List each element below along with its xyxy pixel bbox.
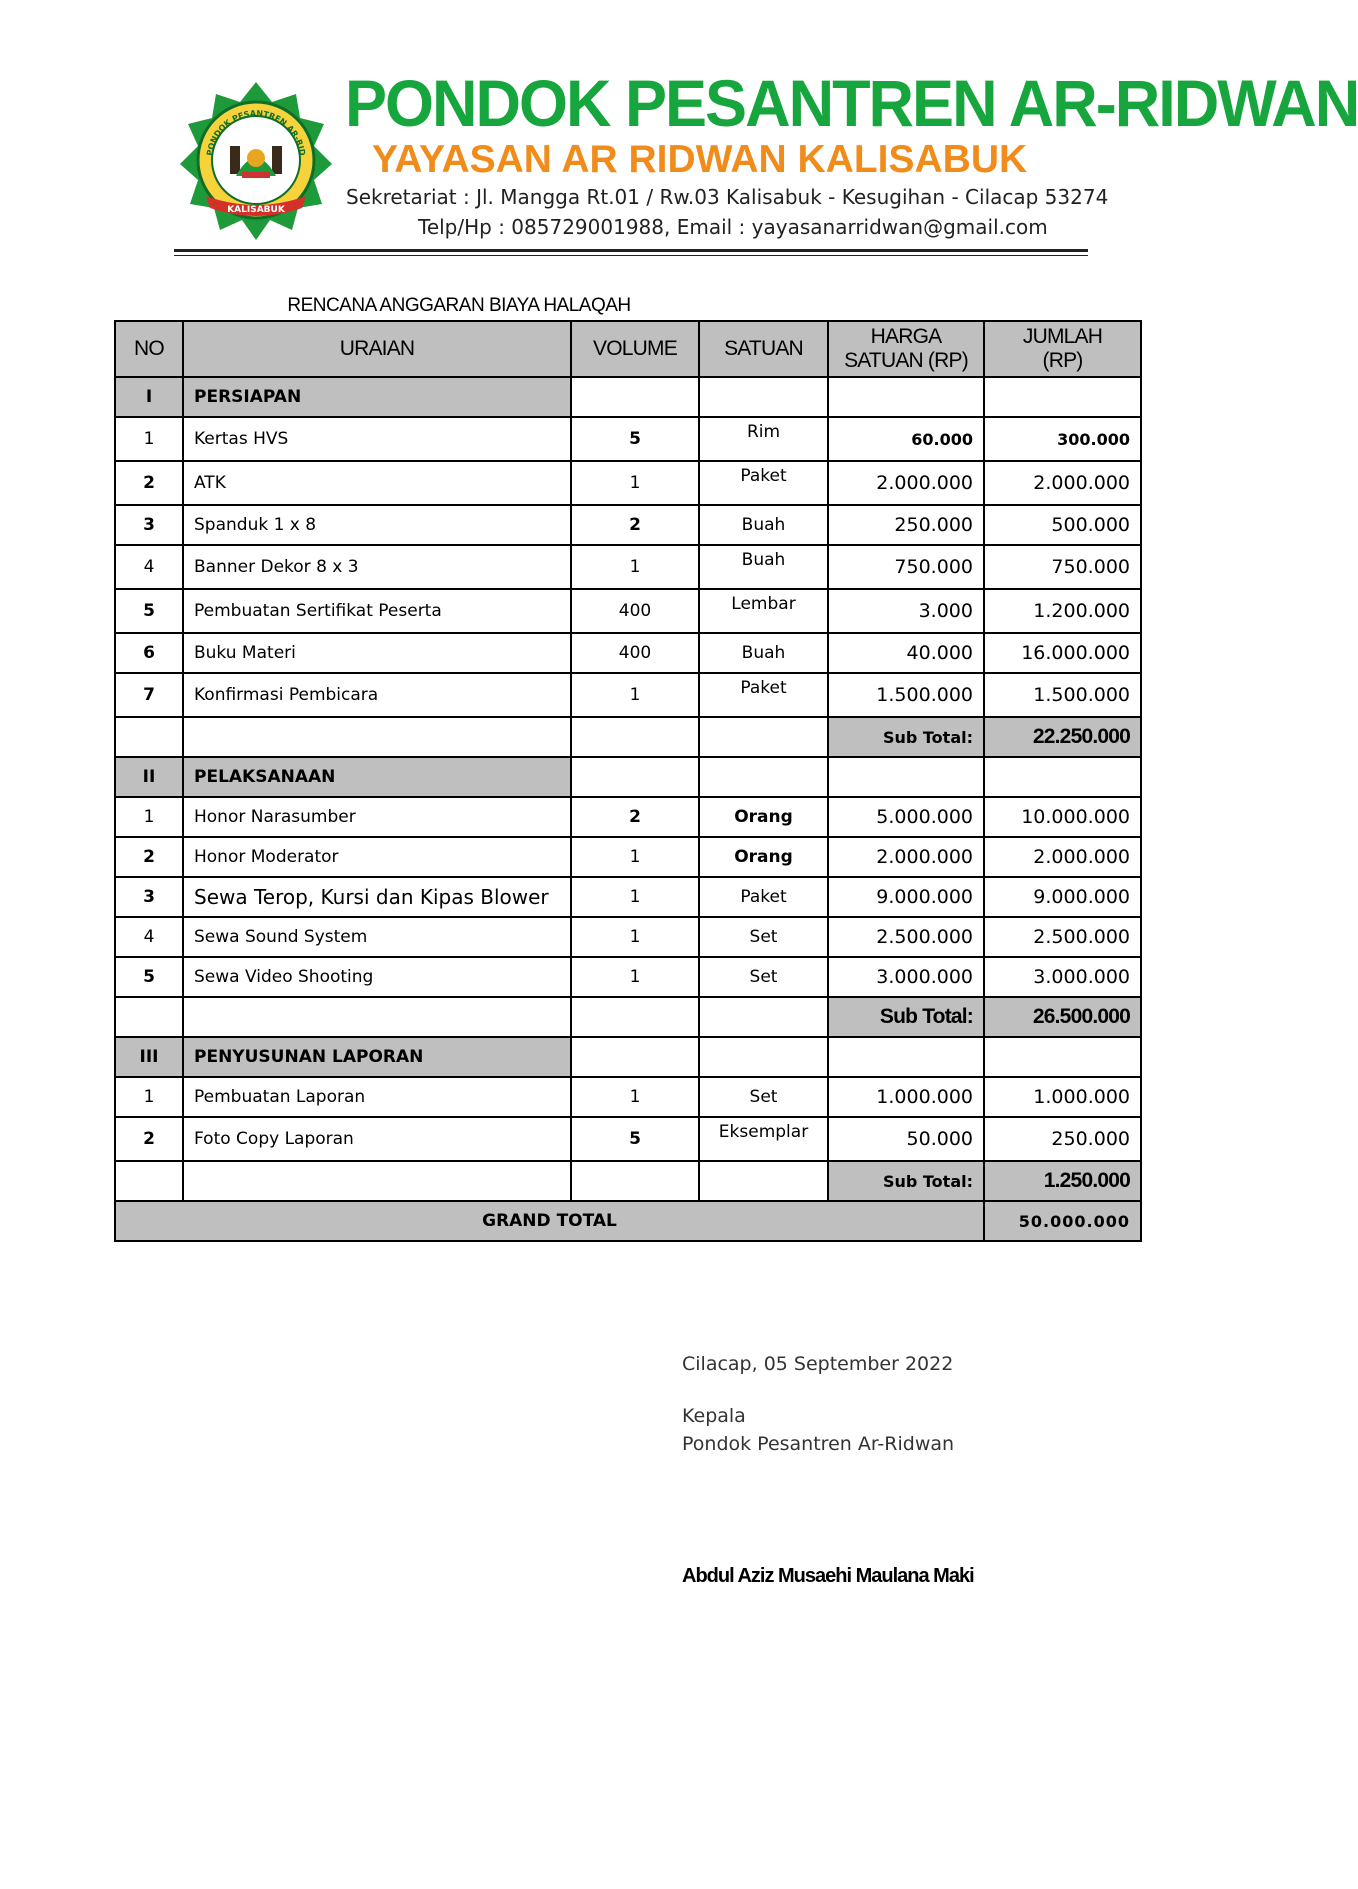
table-row: 1 Pembuatan Laporan 1 Set 1.000.000 1.000.000 — [115, 1077, 1141, 1117]
document-title: RENCANA ANGGARAN BIAYA HALAQAH — [287, 295, 631, 316]
header-unit-price: HARGA SATUAN (RP) — [828, 321, 984, 377]
letterhead-rule-thick — [174, 249, 1088, 252]
signatory-role: Kepala — [682, 1405, 746, 1427]
budget-table — [114, 320, 1142, 1242]
subtotal-row — [115, 997, 1141, 1037]
table-row: 4 Sewa Sound System 1 Set 2.500.000 2.500.000 — [115, 917, 1141, 957]
table-row: 5 Sewa Video Shooting 1 Set 3.000.000 3.000.000 — [115, 957, 1141, 997]
subtotal-value: 26.500.000 — [984, 997, 1141, 1037]
section-number: III — [115, 1037, 183, 1077]
header-unit: SATUAN — [699, 321, 828, 377]
section-row-penyusunan-laporan — [115, 1037, 1141, 1077]
svg-text:KALISABUK: KALISABUK — [227, 205, 285, 215]
place-and-date: Cilacap, 05 September 2022 — [682, 1353, 954, 1375]
subtotal-row — [115, 1161, 1141, 1201]
grand-total-label: GRAND TOTAL — [115, 1201, 984, 1241]
secretariat-address: Sekretariat : Jl. Mangga Rt.01 / Rw.03 Kalisabuk - Kesugihan - Cilacap 53274 — [346, 185, 1109, 209]
organization-name: PONDOK PESANTREN AR-RIDWAN — [345, 67, 1358, 141]
table-row: 5 Pembuatan Sertifikat Peserta 400 Lembar 3.000 1.200.000 — [115, 589, 1141, 633]
subtotal-row — [115, 717, 1141, 757]
grand-total-value: 50.000.000 — [984, 1201, 1141, 1241]
table-row: 2 ATK 1 Paket 2.000.000 2.000.000 — [115, 461, 1141, 505]
header-total: JUMLAH (RP) — [984, 321, 1141, 377]
subtotal-value: 1.250.000 — [984, 1161, 1141, 1201]
header-description: URAIAN — [183, 321, 571, 377]
svg-text:PONDOK PESANTREN AR-RIDWAN: PONDOK PESANTREN AR-RID — [205, 108, 307, 157]
section-number: II — [115, 757, 183, 797]
signatory-name: Abdul Aziz Musaehi Maulana Maki — [682, 1565, 974, 1587]
section-row-pelaksanaan — [115, 757, 1141, 797]
signatory-organization: Pondok Pesantren Ar-Ridwan — [682, 1433, 955, 1455]
table-row: 2 Foto Copy Laporan 5 Eksemplar 50.000 250.000 — [115, 1117, 1141, 1161]
table-row: 7 Konfirmasi Pembicara 1 Paket 1.500.000 1.500.000 — [115, 673, 1141, 717]
subtotal-label: Sub Total: — [828, 1161, 984, 1201]
subtotal-label: Sub Total: — [828, 997, 984, 1037]
subtotal-value: 22.250.000 — [984, 717, 1141, 757]
foundation-name: YAYASAN AR RIDWAN KALISABUK — [372, 138, 1028, 181]
section-row-persiapan — [115, 377, 1141, 417]
logo-emblem-icon — [172, 80, 340, 242]
table-row: 1 Honor Narasumber 2 Orang 5.000.000 10.000.000 — [115, 797, 1141, 837]
contact-info: Telp/Hp : 085729001988, Email : yayasanarridwan@gmail.com — [418, 215, 1048, 239]
section-title: PERSIAPAN — [183, 377, 571, 417]
section-title: PENYUSUNAN LAPORAN — [183, 1037, 571, 1077]
subtotal-label: Sub Total: — [828, 717, 984, 757]
section-title: PELAKSANAAN — [183, 757, 571, 797]
foundation-logo — [172, 80, 340, 242]
letterhead-rule-thin — [174, 255, 1088, 256]
section-number: I — [115, 377, 183, 417]
table-row: 3 Spanduk 1 x 8 2 Buah 250.000 500.000 — [115, 505, 1141, 545]
header-no: NO — [115, 321, 183, 377]
header-volume: VOLUME — [571, 321, 699, 377]
table-row: 2 Honor Moderator 1 Orang 2.000.000 2.000.000 — [115, 837, 1141, 877]
table-row: 4 Banner Dekor 8 x 3 1 Buah 750.000 750.000 — [115, 545, 1141, 589]
table-row: 1 Kertas HVS 5 Rim 60.000 300.000 — [115, 417, 1141, 461]
grand-total-row — [115, 1201, 1141, 1241]
table-row: 6 Buku Materi 400 Buah 40.000 16.000.000 — [115, 633, 1141, 673]
table-row: 3 Sewa Terop, Kursi dan Kipas Blower 1 Paket 9.000.000 9.000.000 — [115, 877, 1141, 917]
table-header-row — [115, 321, 1141, 377]
